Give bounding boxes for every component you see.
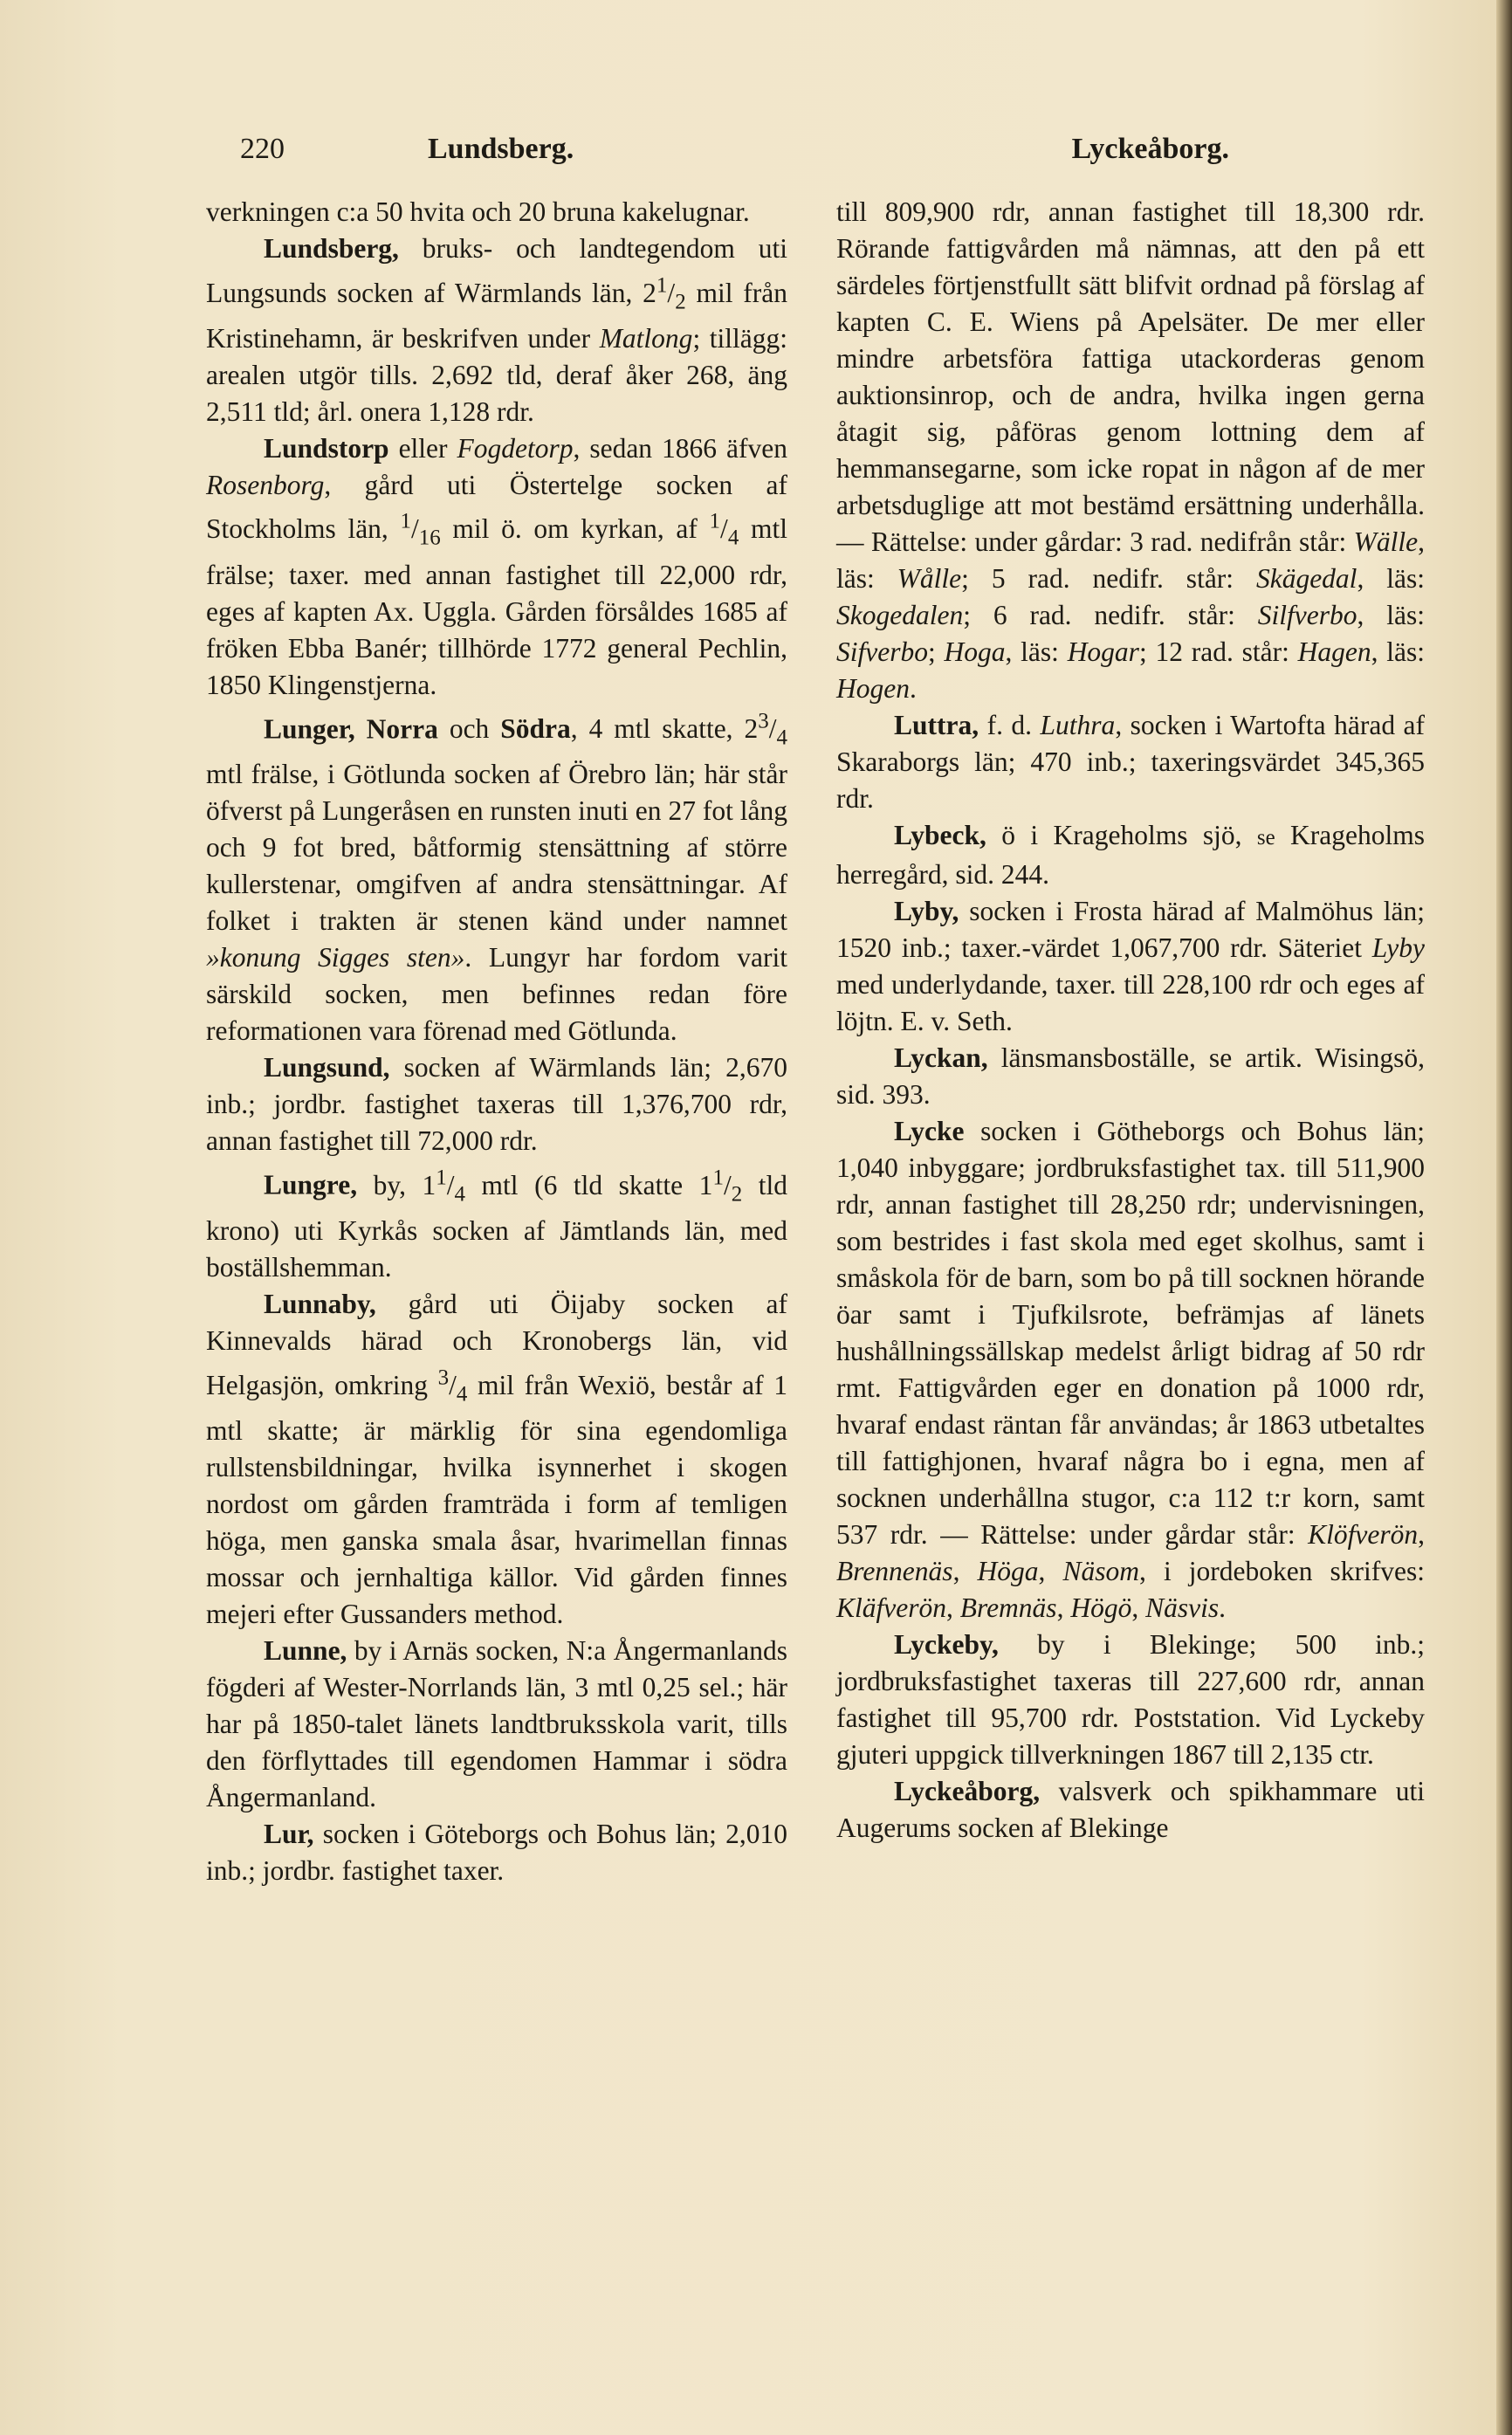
dictionary-entry [836, 1773, 1425, 1847]
dictionary-entry [206, 1816, 787, 1889]
dictionary-entry [836, 1040, 1425, 1113]
dictionary-entry [206, 430, 787, 704]
book-edge [1496, 0, 1512, 2435]
entry-body: f. d. Luthra, socken i Wartofta härad af Skaraborgs län; 470 inb.; taxeringsvärdet 345,365 rdr. [836, 710, 1426, 814]
entry-body: bruks- och landtegendom uti Lungsunds socken af Wärmlands län, $2^1/_2$ mil från Kristinehamn, är beskrifven under Matlong; tillägg: arealen utgör tills. 2,692 tld, deraf åker 268, äng 2,511 tld; årl. onera 1,128 rdr. [206, 233, 788, 427]
dictionary-entry [206, 1049, 787, 1159]
entry-body: by, $1^1/_4$ mtl (6 tld skatte $1^1/_2$ tld krono) uti Kyrkås socken af Jämtlands län, med boställshemman. [206, 1166, 787, 1283]
entry-headword: Lyby, [894, 896, 959, 926]
page-number: 220 [240, 133, 285, 165]
entry-body: valsverk och spikhammare uti Augerums socken af Blekinge [836, 1776, 1425, 1843]
entry-headword: Luttra, [894, 710, 979, 740]
dictionary-entry [836, 817, 1425, 893]
dictionary-entry [206, 230, 787, 430]
entry-headword: Lundstorp [264, 432, 389, 464]
dictionary-entry [206, 704, 787, 1050]
entry-continuation [206, 194, 787, 230]
entry-headword: Lunnaby, [264, 1289, 376, 1320]
entry-body: ö i Krageholms sjö, se Krageholms herregård, sid. 244. [836, 820, 1425, 890]
entry-body: eller Fogdetorp, sedan 1866 äfven Rosenborg, gård uti Östertelge socken af Stockholms län, $^1/_{16}$ mil ö. om kyrkan, af $^1/_4$ mtl frälse; taxer. med annan fastighet till 22,000 rdr, eges af kapten Ax. Uggla. Gården försåldes 1685 af fröken Ebba Banér; tillhörde 1772 general Pechlin, 1850 Klingenstjerna. [206, 432, 787, 700]
entry-body: by i Arnäs socken, N:a Ångermanlands fögderi af Wester-Norrlands län, 3 mtl 0,25 sel.; här har på 1850-talet länets landtbruksskola varit, tills den förflyttades till egendomen Hammar i södra Ångermanland. [206, 1634, 788, 1812]
dictionary-entry [836, 1113, 1425, 1627]
entry-body: socken i Götheborgs och Bohus län; 1,040 inbyggare; jordbruksfastighet tax. till 511,900 rdr, annan fastighet till 28,250 rdr; undervisningen, som bestrides i fast skola med eget skolhus, samt i småskola för de barn, som bo på till socknen hörande öar samt i Tjufkilsrote, befrämjas af länets hushållningssällskap medelst årligt bidrag af 50 rdr rmt. Fattigvården eger en donation på 1000 rdr, hvaraf endast räntan får användas; år 1863 utbetaltes till fattighjonen, hvaraf några bo i egna, men af socknen underhållna stugor, c:a 112 t:r korn, samt 537 rdr. — Rättelse: under gårdar står: Klöfverön, Brennenäs, Höga, Näsom, i jordeboken skrifves: Kläfverön, Bremnäs, Högö, Näsvis. [836, 1116, 1426, 1623]
left-column [206, 194, 787, 1889]
entry-headword: Lunger, Norra [264, 713, 438, 745]
entry-headword: Lycke [894, 1116, 965, 1146]
entry-continuation [836, 194, 1425, 707]
right-column [836, 194, 1425, 1847]
dictionary-entry [836, 893, 1425, 1040]
header-right-catchword: Lyckeåborg. [1071, 133, 1229, 165]
entry-headword: Lur, [264, 1818, 314, 1849]
entry-headword: Lyckeåborg, [894, 1776, 1041, 1806]
entry-headword: Lungre, [264, 1169, 358, 1200]
entry-headword: Lyckan, [894, 1042, 988, 1073]
entry-headword: Lybeck, [894, 820, 986, 850]
entry-body: gård uti Öijaby socken af Kinnevalds härad och Kronobergs län, vid Helgasjön, omkring $^3/_4$ mil från Wexiö, består af 1 mtl skatte; är märklig för sina egendomliga rullstensbildningar, hvilka isynnerhet i skogen nordost om gården framträda i form af temligen höga, men ganska smala åsar, hvarimellan finnas mossar och jernhaltiga källor. Vid gården finnes mejeri efter Gussanders method. [206, 1289, 787, 1629]
entry-headword: Lundsberg, [264, 233, 399, 264]
dictionary-entry [206, 1633, 787, 1816]
dictionary-entry [836, 707, 1425, 817]
entry-body: till 809,900 rdr, annan fastighet till 18,300 rdr. Rörande fattigvården må nämnas, att den på ett särdeles förtjenstfullt sätt blifvit ordnad på förslag af kapten C. E. Wiens på Apelsäter. De mer eller mindre arbetsföra fattiga utackorderas genom auktionsinrop, och de andra, hvilka ingen gerna åtagit sig, påföras genom lottning dem af hemmansegarne, som icke ropat in någon af de mer arbetsduglige att mot bestämd ersättning underhålla. — Rättelse: under gårdar: 3 rad. nedifrån står: Wälle, läs: Wålle; 5 rad. nedifr. står: Skägedal, läs: Skogedalen; 6 rad. nedifr. står: Silfverbo, läs: Sifverbo; Hoga, läs: Hogar; 12 rad. står: Hagen, läs: Hogen. [836, 196, 1425, 704]
entry-body: länsmansboställe, se artik. Wisingsö, sid. 393. [836, 1042, 1425, 1110]
entry-headword: Lyckeby, [894, 1629, 999, 1660]
entry-body: socken af Wärmlands län; 2,670 inb.; jordbr. fastighet taxeras till 1,376,700 rdr, annan fastighet till 72,000 rdr. [206, 1052, 787, 1157]
entry-headword: Lungsund, [264, 1052, 390, 1083]
dictionary-entry [206, 1159, 787, 1286]
entry-body: socken i Frosta härad af Malmöhus län; 1520 inb.; taxer.-värdet 1,067,700 rdr. Säteriet Lyby med underlydande, taxer. till 228,100 rdr och eges af löjtn. E. v. Seth. [836, 896, 1426, 1036]
dictionary-entry [836, 1627, 1425, 1773]
entry-body: och Södra, 4 mtl skatte, $2^3/_4$ mtl frälse, i Götlunda socken af Örebro län; här står öfverst på Lungeråsen en runsten inuti en 27 fot lång och 9 fot bred, båtformig stensättning af större kullerstenar, omgifven af andra stensättningar. Af folket i trakten är stenen känd under namnet »konung Sigges sten». Lungyr har fordom varit särskild socken, men befinnes redan före reformationen vara förenad med Götlunda. [206, 709, 787, 1047]
entry-body: by i Blekinge; 500 inb.; jordbruksfastighet taxeras till 227,600 rdr, annan fastighet till 95,700 rdr. Poststation. Vid Lyckeby gjuteri uppgick tillverkningen 1867 till 2,135 ctr. [836, 1629, 1426, 1770]
header-left-catchword: Lundsberg. [428, 133, 574, 165]
entry-body: verkningen c:a 50 hvita och 20 bruna kakelugnar. [206, 196, 750, 227]
entry-headword: Lunne, [264, 1634, 347, 1666]
dictionary-entry [206, 1286, 787, 1633]
running-header [236, 133, 1229, 176]
entry-body: socken i Göteborgs och Bohus län; 2,010 inb.; jordbr. fastighet taxer. [206, 1818, 787, 1886]
